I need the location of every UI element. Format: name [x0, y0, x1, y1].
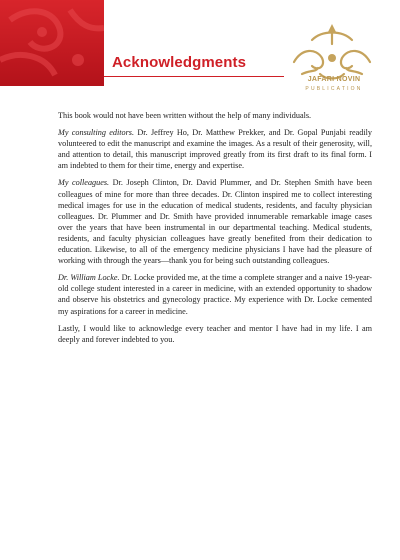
- locke-lead: Dr. William Locke.: [58, 273, 120, 283]
- closing-text: Lastly, I would like to acknowledge every teacher and mentor I have had in my life. I am deeply and forever indebted to you.: [58, 323, 372, 344]
- intro-text: This book would not have been written without the help of many individuals.: [58, 111, 312, 120]
- locke-text: Dr. Locke provided me, at the time a complete stranger and a naive 19-year-old college student interested in a career in medicine, with an extended opportunity to shadow and observe his obstetrics and gynecology practice. My experience with Dr. Locke cemented my aspirations for a career in medicine.: [58, 273, 372, 316]
- red-corner-decoration: [0, 0, 104, 86]
- editors-lead: My consulting editors.: [58, 128, 135, 138]
- page-title: Acknowledgments: [112, 54, 247, 71]
- closing-paragraph: [58, 323, 372, 345]
- ornament-icon: [0, 0, 104, 86]
- acknowledgments-body: [58, 110, 372, 351]
- colleagues-lead: My colleagues.: [58, 178, 110, 188]
- publisher-name: JAFARI NOVIN: [307, 76, 361, 83]
- colleagues-text: Dr. Joseph Clinton, Dr. David Plummer, and Dr. Stephen Smith have been colleagues of mine for more than three decades. Dr. Clinton inspired me to collect interesting medical images for use in the education of medical students, residents, and faculty physician colleagues. Dr. Plummer and Dr. Smith have provided innumerable remarkable image cases over the years that have been instrumental in our departmental teaching. Medical students, residents, and faculty physician colleagues have greatly benefited from their dedication to education. Likewise, to all of the emergency medicine physicians I have had the pleasure of working with through the years—thank you for being such outstanding colleagues.: [58, 178, 372, 266]
- title-underline: [104, 76, 284, 77]
- publisher-subtitle: PUBLICATION: [305, 86, 363, 92]
- colleagues-paragraph: [58, 177, 372, 266]
- editors-paragraph: [58, 127, 372, 171]
- locke-paragraph: [58, 272, 372, 316]
- intro-paragraph: [58, 110, 372, 121]
- editors-text: Dr. Jeffrey Ho, Dr. Matthew Prekker, and Dr. Gopal Punjabi readily volunteered to edit the manuscript and examine the images. As a result of their generosity, will, and attention to detail, this manuscript improved greatly from its first draft to its final form. I am indebted to them for their time, energy and expertise.: [58, 128, 373, 171]
